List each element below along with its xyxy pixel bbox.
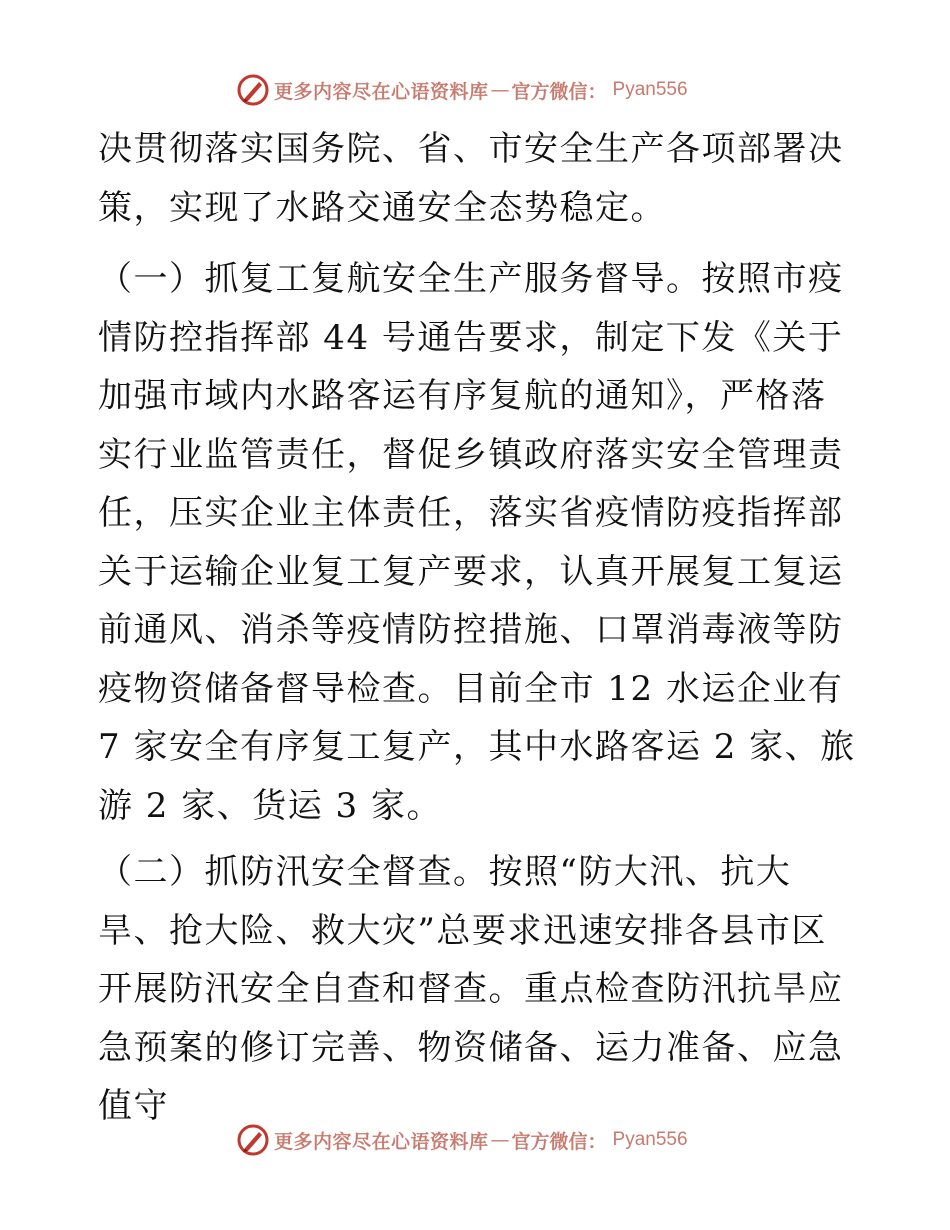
footer-watermark xyxy=(236,1122,688,1158)
paragraph-intro-continuation: 决贯彻落实国务院、省、市安全生产各项部署决策，实现了水路交通安全态势稳定。 xyxy=(98,129,844,228)
watermark-wechat-id: Pyan556 xyxy=(612,79,688,100)
header-watermark xyxy=(236,72,688,108)
paragraph-section-one: （一）抓复工复航安全生产服务督导。按照市疫情防控指挥部 44 号通告要求，制定下发《关于加强市域内水路客运有序复航的通知》，严格落实行业监管责任，督促乡镇政府落实安全管理责任，压实企业主体责任，落实省疫情防疫指挥部关于运输企业复工复产要求，认真开展复工复运前通风、消杀等疫情防控措施、口罩消毒液等防疫物资储备督导检查。目前全市 12 水运企业有 7 家安全有序复工复产，其中水路客运 2 家、旅游 2 家、货运 3 家。 xyxy=(98,259,856,826)
watermark-dash: — xyxy=(490,79,510,101)
watermark-text: 更多内容尽在心语资料库 xyxy=(274,80,489,103)
watermark-wechat-label: 官方微信： xyxy=(511,1130,607,1153)
watermark-dash: — xyxy=(490,1129,510,1151)
pen-logo-icon xyxy=(236,1123,270,1157)
watermark-wechat-label: 官方微信： xyxy=(511,80,607,103)
watermark-wechat-id: Pyan556 xyxy=(612,1129,688,1150)
paragraph-section-two: （二）抓防汛安全督查。按照“防大汛、抗大旱、抢大险、救大灾”总要求迅速安排各县市区开展防汛安全自查和督查。重点检查防汛抗旱应急预案的修订完善、物资储备、运力准备、应急值守 xyxy=(98,852,844,1126)
watermark-text: 更多内容尽在心语资料库 xyxy=(274,1130,489,1153)
pen-logo-icon xyxy=(236,73,270,107)
